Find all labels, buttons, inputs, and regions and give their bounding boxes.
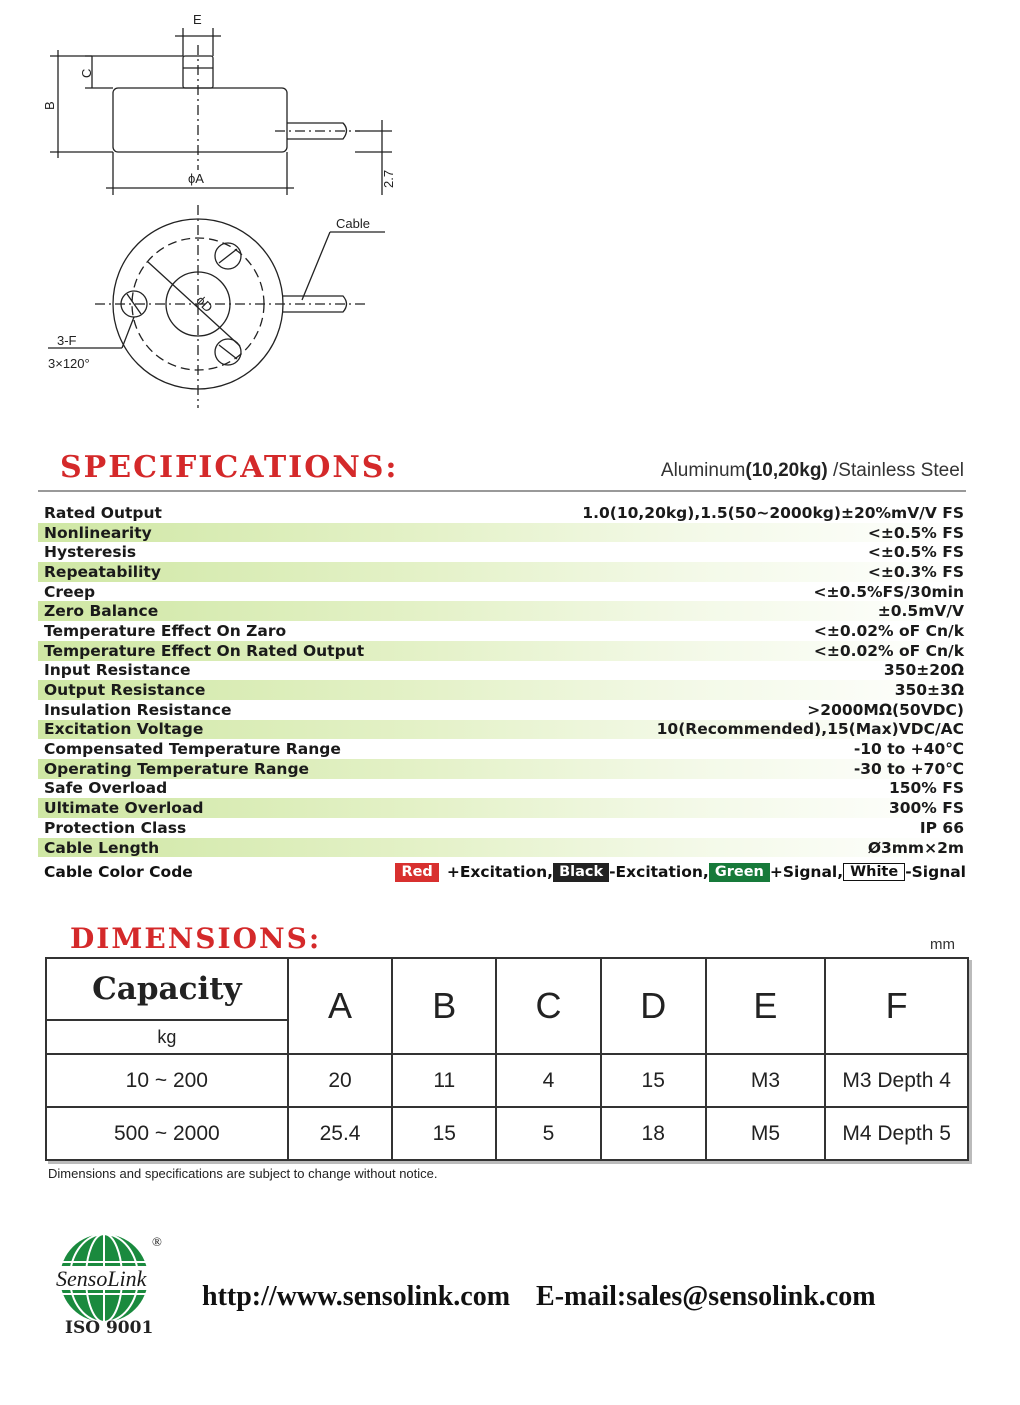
- spec-label: Insulation Resistance: [44, 700, 232, 719]
- spec-row: [38, 700, 966, 720]
- technical-drawing: [0, 0, 600, 420]
- d-cell: 18: [601, 1107, 706, 1160]
- a-cell: 25.4: [288, 1107, 393, 1160]
- spec-row: [38, 641, 966, 661]
- spec-label: Zero Balance: [44, 602, 159, 621]
- green-wire-text: +Signal,: [769, 863, 844, 881]
- spec-label: Compensated Temperature Range: [44, 740, 341, 759]
- dimensions-unit: mm: [930, 936, 955, 953]
- spec-row: [38, 601, 966, 621]
- spec-label: Input Resistance: [44, 661, 191, 680]
- column-f-header: F: [825, 958, 968, 1054]
- specifications-title: SPECIFICATIONS:: [60, 450, 399, 485]
- capacity-header: Capacity: [46, 958, 288, 1020]
- capacity-unit: kg: [46, 1020, 288, 1054]
- material-prefix: Aluminum: [660, 460, 746, 481]
- spec-row: [38, 661, 966, 681]
- column-a-header: A: [288, 958, 393, 1054]
- spec-value: <±0.3% FS: [867, 562, 964, 581]
- spec-value: <±0.5% FS: [867, 523, 964, 542]
- spec-row: [38, 503, 966, 523]
- spec-row: [38, 542, 966, 562]
- black-wire-text: -Excitation,: [609, 863, 709, 881]
- spec-row: [38, 680, 966, 700]
- cable-color-codes: [395, 863, 966, 882]
- dimensions-table: [45, 957, 969, 1161]
- spec-value: <±0.5% FS: [867, 543, 964, 562]
- label-a: ϕA: [188, 171, 204, 186]
- spec-label: Repeatability: [44, 562, 161, 581]
- label-h: 2.7: [381, 169, 396, 188]
- spec-row: [38, 739, 966, 759]
- a-cell: 20: [288, 1054, 393, 1107]
- spec-row: [38, 582, 966, 602]
- spec-label: Temperature Effect On Rated Output: [44, 641, 365, 660]
- label-c: C: [79, 68, 94, 78]
- email-link[interactable]: E-mail:sales@sensolink.com: [536, 1281, 876, 1312]
- f-cell: M4 Depth 5: [825, 1107, 968, 1160]
- material-suffix: /Stainless Steel: [827, 460, 964, 481]
- spec-row: [38, 720, 966, 740]
- d-cell: 15: [601, 1054, 706, 1107]
- registered-mark: ®: [152, 1234, 162, 1249]
- green-wire-chip: Green: [709, 863, 770, 882]
- spec-row: [38, 838, 966, 858]
- white-wire-chip: White: [843, 863, 905, 881]
- label-d: ϕD: [193, 292, 216, 316]
- spec-row: [38, 621, 966, 641]
- spec-row: [38, 562, 966, 582]
- white-wire-text: -Signal: [905, 863, 966, 881]
- spec-value: <±0.5%FS/30min: [813, 582, 964, 601]
- b-cell: 15: [392, 1107, 496, 1160]
- spec-row: [38, 818, 966, 838]
- c-cell: 5: [496, 1107, 601, 1160]
- column-e-header: E: [706, 958, 826, 1054]
- spec-value: <±0.02% oF Cn/k: [813, 641, 964, 660]
- material-bold: (10,20kg): [745, 460, 828, 481]
- red-wire-chip: Red: [395, 863, 438, 882]
- column-c-header: C: [496, 958, 601, 1054]
- spec-value: 350±3Ω: [894, 681, 964, 700]
- red-wire-text: +Excitation,: [446, 863, 554, 881]
- cable-color-row: [38, 860, 966, 884]
- iso-certification: ISO 9001: [65, 1318, 154, 1338]
- spec-value: IP 66: [919, 818, 964, 837]
- cable-color-label: Cable Color Code: [44, 863, 193, 881]
- spec-value: -10 to +40℃: [853, 740, 964, 759]
- disclaimer-note: Dimensions and specifications are subject to change without notice.: [48, 1166, 438, 1181]
- spec-value: 150% FS: [888, 779, 964, 798]
- title-rule: [38, 490, 966, 492]
- label-e: E: [193, 12, 202, 27]
- spec-label: Nonlinearity: [44, 523, 152, 542]
- spec-row: [38, 523, 966, 543]
- spec-value: 10(Recommended),15(Max)VDC/AC: [656, 720, 964, 739]
- b-cell: 11: [392, 1054, 496, 1107]
- column-b-header: B: [392, 958, 496, 1054]
- table-row: [46, 1054, 968, 1107]
- spec-label: Excitation Voltage: [44, 720, 204, 739]
- spec-label: Ultimate Overload: [44, 799, 204, 818]
- spec-value: -30 to +70℃: [853, 759, 964, 778]
- label-cable: Cable: [336, 216, 370, 231]
- spec-value: <±0.02% oF Cn/k: [813, 621, 964, 640]
- e-cell: M3: [706, 1054, 826, 1107]
- spec-value: >2000MΩ(50VDC): [807, 700, 964, 719]
- table-row: [46, 1107, 968, 1160]
- spec-label: Protection Class: [44, 818, 187, 837]
- label-f: 3-F: [57, 333, 77, 348]
- spec-label: Operating Temperature Range: [44, 759, 310, 778]
- spec-value: 350±20Ω: [883, 661, 964, 680]
- spec-label: Temperature Effect On Zaro: [44, 621, 287, 640]
- spec-label: Hysteresis: [44, 543, 137, 562]
- spec-row: [38, 759, 966, 779]
- spec-label: Creep: [44, 582, 96, 601]
- e-cell: M5: [706, 1107, 826, 1160]
- spec-label: Safe Overload: [44, 779, 168, 798]
- spec-value: Ø3mm×2m: [867, 838, 964, 857]
- material-note: [661, 460, 964, 482]
- column-d-header: D: [601, 958, 706, 1054]
- capacity-cell: 10 ~ 200: [46, 1054, 288, 1107]
- spec-label: Output Resistance: [44, 681, 206, 700]
- logo-brand: SensoLink: [56, 1266, 147, 1291]
- spec-label: Rated Output: [44, 503, 162, 522]
- dimensions-title: DIMENSIONS:: [70, 922, 322, 955]
- spec-value: 1.0(10,20kg),1.5(50~2000kg)±20%mV/V FS: [582, 503, 964, 522]
- f-cell: M3 Depth 4: [825, 1054, 968, 1107]
- spec-row: [38, 779, 966, 799]
- spec-label: Cable Length: [44, 838, 160, 857]
- spec-row: [38, 798, 966, 818]
- contact-line: [202, 1281, 876, 1313]
- drawing-labels: [42, 12, 396, 371]
- capacity-cell: 500 ~ 2000: [46, 1107, 288, 1160]
- c-cell: 4: [496, 1054, 601, 1107]
- spec-value: 300% FS: [888, 799, 964, 818]
- website-link[interactable]: http://www.sensolink.com: [202, 1281, 511, 1312]
- spec-value: ±0.5mV/V: [877, 602, 964, 621]
- label-b: B: [42, 101, 57, 110]
- black-wire-chip: Black: [553, 863, 609, 882]
- specification-list: [38, 503, 966, 857]
- load-cell-body-side: [113, 88, 287, 152]
- label-angle: 3×120°: [48, 356, 90, 371]
